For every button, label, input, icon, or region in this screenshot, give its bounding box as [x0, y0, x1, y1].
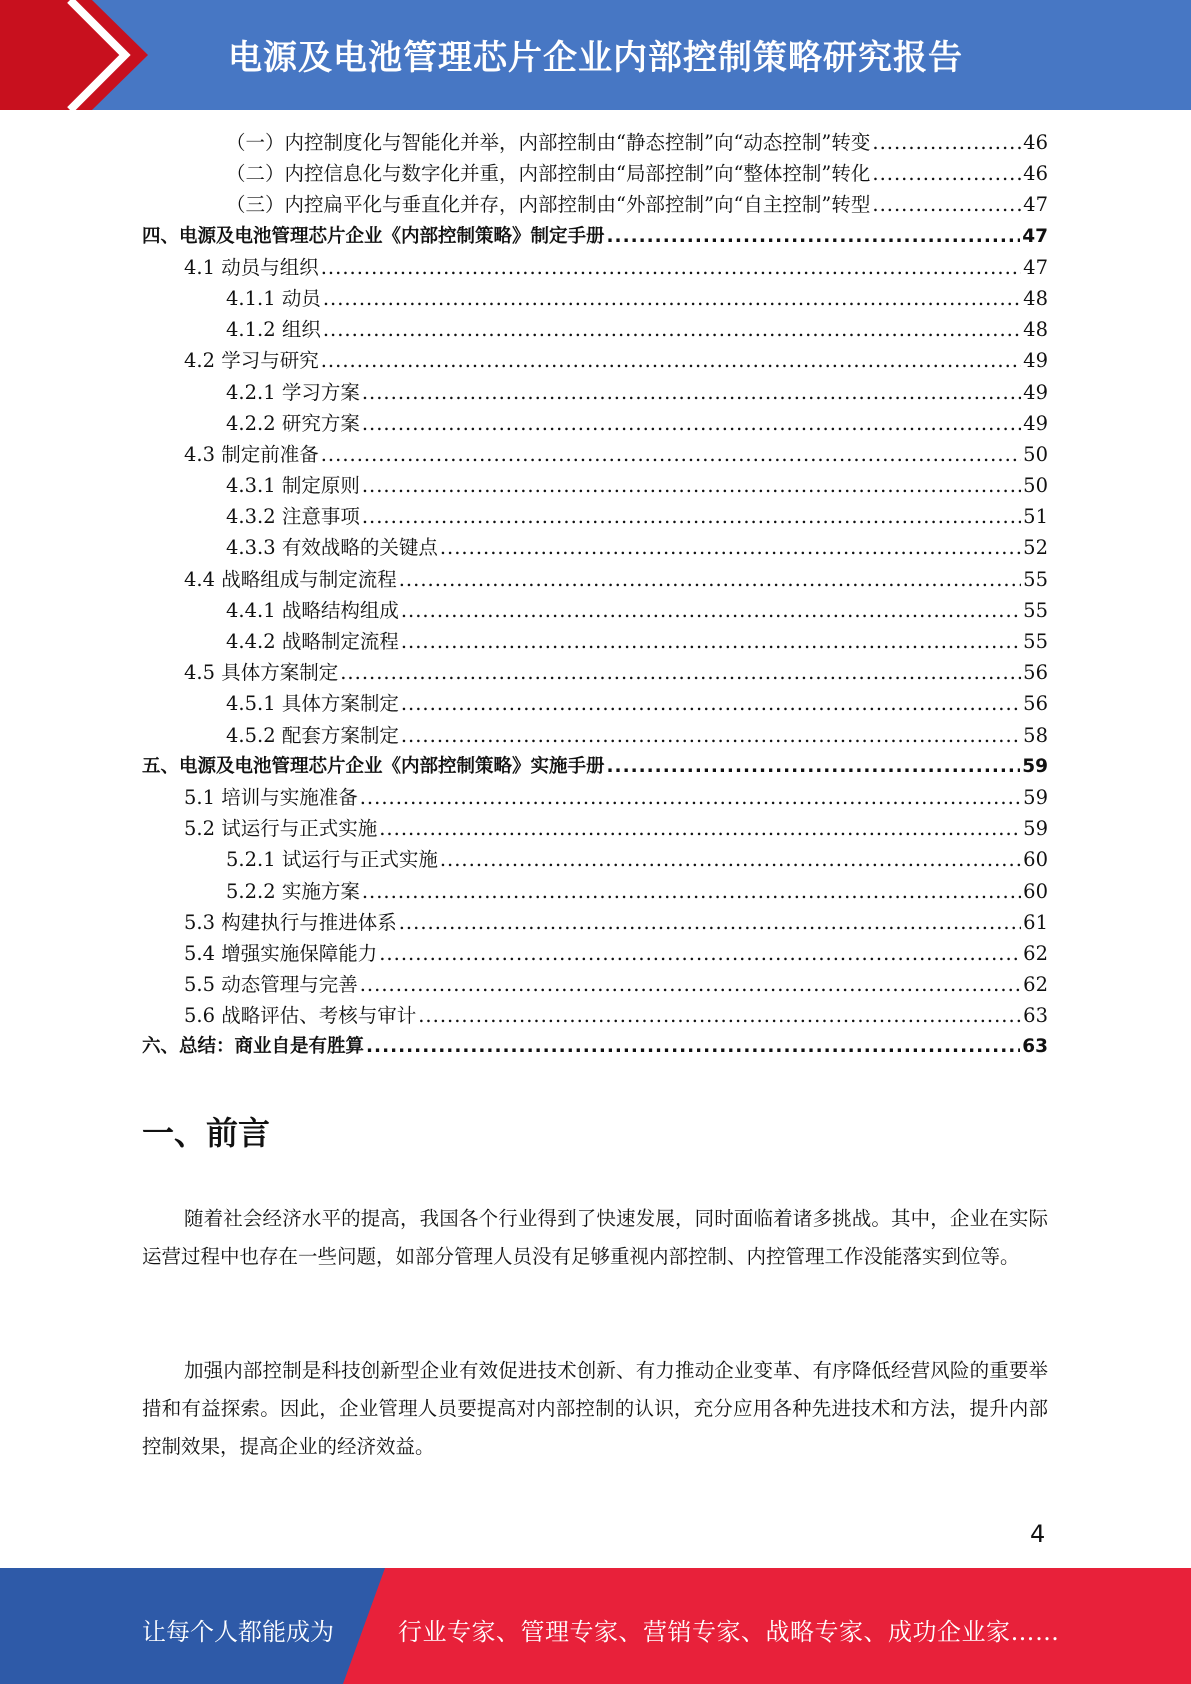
toc-entry-page: 56 [1023, 692, 1048, 716]
toc-entry-label: 4.1 动员与组织 [184, 255, 319, 279]
toc-leader-dots [323, 283, 1021, 314]
toc-entry[interactable] [142, 782, 1048, 813]
toc-entry[interactable] [142, 439, 1048, 470]
toc-leader-dots [340, 657, 1021, 688]
toc-leader-dots [321, 345, 1021, 376]
toc-leader-dots [362, 876, 1021, 907]
toc-entry[interactable] [142, 532, 1048, 563]
toc-leader-dots [362, 377, 1021, 408]
toc-leader-dots [607, 751, 1021, 782]
toc-leader-dots [379, 938, 1021, 969]
toc-entry-page: 59 [1023, 785, 1048, 809]
toc-entry[interactable] [142, 314, 1048, 345]
toc-leader-dots [401, 626, 1021, 657]
toc-entry-page: 49 [1023, 411, 1048, 435]
toc-entry[interactable] [142, 189, 1048, 220]
toc-leader-dots [321, 439, 1021, 470]
toc-leader-dots [872, 189, 1021, 220]
toc-entry-page: 55 [1023, 630, 1048, 653]
toc-leader-dots [362, 501, 1021, 532]
toc-entry-page: 46 [1023, 162, 1048, 186]
toc-entry-label: 4.2.2 研究方案 [226, 411, 360, 435]
toc-leader-dots [362, 408, 1021, 439]
toc-entry-page: 50 [1023, 474, 1048, 498]
toc-entry[interactable] [142, 626, 1048, 657]
toc-entry[interactable] [142, 907, 1048, 938]
toc-entry-label: 5.2.2 实施方案 [226, 879, 360, 903]
report-title: 电源及电池管理芯片企业内部控制策略研究报告 [228, 38, 963, 78]
toc-entry[interactable] [142, 1000, 1048, 1031]
toc-entry-page: 47 [1023, 255, 1048, 279]
footer-slogan-left: 让每个人都能成为 [142, 1618, 334, 1646]
toc-leader-dots [399, 564, 1021, 595]
toc-entry[interactable] [142, 595, 1048, 626]
toc-entry-page: 63 [1022, 1036, 1048, 1058]
toc-entry[interactable] [142, 969, 1048, 1000]
toc-entry-page: 48 [1023, 318, 1048, 342]
toc-entry-label: 5.3 构建执行与推进体系 [184, 910, 397, 934]
toc-entry-page: 55 [1023, 598, 1048, 622]
toc-entry-label: 4.1.1 动员 [226, 286, 321, 310]
toc-leader-dots [418, 1000, 1021, 1031]
toc-entry[interactable] [142, 938, 1048, 969]
toc-entry[interactable] [142, 221, 1048, 252]
toc-entry-label: 4.3 制定前准备 [184, 442, 319, 466]
toc-entry-label: 四、电源及电池管理芯片企业《内部控制策略》制定手册 [142, 225, 605, 247]
toc-leader-dots [872, 158, 1021, 189]
toc-entry-label: 5.5 动态管理与完善 [184, 973, 358, 997]
toc-entry-page: 55 [1023, 567, 1048, 591]
toc-entry-label: 5.6 战略评估、考核与审计 [184, 1004, 417, 1028]
toc-entry[interactable] [142, 720, 1048, 751]
toc-entry[interactable] [142, 252, 1048, 283]
toc-entry[interactable] [142, 876, 1048, 907]
toc-entry[interactable] [142, 501, 1048, 532]
toc-leader-dots [360, 969, 1021, 1000]
toc-entry-label: 4.5 具体方案制定 [184, 661, 339, 685]
toc-entry-label: 4.2.1 学习方案 [226, 380, 360, 404]
toc-leader-dots [401, 595, 1021, 626]
toc-entry-label: 5.1 培训与实施准备 [184, 785, 358, 809]
toc-entry-page: 50 [1023, 442, 1048, 466]
toc-entry-page: 60 [1023, 879, 1048, 903]
toc-leader-dots [401, 720, 1021, 751]
toc-leader-dots [607, 221, 1021, 252]
toc-leader-dots [379, 813, 1021, 844]
toc-entry-page: 52 [1023, 536, 1048, 560]
page-number: 4 [1030, 1520, 1046, 1548]
toc-entry-label: 4.1.2 组织 [226, 318, 321, 342]
toc-entry-page: 46 [1023, 131, 1048, 154]
toc-leader-dots [872, 127, 1021, 158]
page-header [0, 0, 1191, 110]
toc-entry-label: 5.2.1 试运行与正式实施 [226, 848, 438, 872]
toc-leader-dots [321, 252, 1021, 283]
toc-entry-page: 47 [1022, 225, 1048, 247]
toc-entry-label: （二）内控信息化与数字化并重，内部控制由“局部控制”向“整体控制”转化 [226, 162, 871, 186]
table-of-contents [142, 127, 1048, 1063]
toc-leader-dots [399, 907, 1021, 938]
toc-entry[interactable] [142, 813, 1048, 844]
toc-entry-page: 56 [1023, 661, 1048, 685]
toc-entry-page: 60 [1023, 848, 1048, 872]
toc-entry-label: 4.5.2 配套方案制定 [226, 723, 399, 747]
toc-leader-dots [362, 470, 1021, 501]
toc-entry-page: 58 [1023, 723, 1048, 747]
toc-entry-page: 47 [1023, 193, 1048, 217]
toc-entry-label: （三）内控扁平化与垂直化并存，内部控制由“外部控制”向“自主控制”转型 [226, 193, 871, 217]
toc-entry-page: 62 [1023, 941, 1048, 965]
toc-leader-dots [440, 532, 1021, 563]
toc-entry[interactable] [142, 564, 1048, 595]
toc-entry-page: 59 [1023, 817, 1048, 841]
toc-entry-label: 5.4 增强实施保障能力 [184, 941, 378, 965]
toc-leader-dots [440, 844, 1021, 875]
toc-entry-label: （一）内控制度化与智能化并举，内部控制由“静态控制”向“动态控制”转变 [226, 131, 871, 154]
toc-entry-label: 4.4 战略组成与制定流程 [184, 567, 397, 591]
toc-entry[interactable] [142, 688, 1048, 719]
toc-entry-page: 48 [1023, 286, 1048, 310]
toc-entry-label: 5.2 试运行与正式实施 [184, 817, 378, 841]
toc-entry[interactable] [142, 345, 1048, 376]
toc-entry-label: 4.4.1 战略结构组成 [226, 598, 399, 622]
toc-leader-dots [366, 1031, 1020, 1062]
paragraph: 随着社会经济水平的提高，我国各个行业得到了快速发展，同时面临着诸多挑战。其中，企业在实际运营过程中也存在一些问题，如部分管理人员没有足够重视内部控制、内控管理工作没能落实到位等。 [142, 1207, 1048, 1268]
section-heading: 一、前言 [142, 1114, 271, 1152]
toc-leader-dots [401, 688, 1021, 719]
toc-entry[interactable] [142, 408, 1048, 439]
paragraph: 加强内部控制是科技创新型企业有效促进技术创新、有力推动企业变革、有序降低经营风险的重要举措和有益探索。因此，企业管理人员要提高对内部控制的认识，充分应用各种先进技术和方法，提升内部控制效果，提高企业的经济效益。 [142, 1359, 1048, 1458]
toc-entry-label: 4.5.1 具体方案制定 [226, 692, 399, 716]
toc-entry-page: 62 [1023, 973, 1048, 997]
toc-entry[interactable] [142, 377, 1048, 408]
toc-entry-page: 59 [1022, 755, 1048, 777]
toc-entry-label: 4.2 学习与研究 [184, 349, 319, 373]
toc-entry-label: 4.3.1 制定原则 [226, 474, 360, 498]
toc-entry-label: 五、电源及电池管理芯片企业《内部控制策略》实施手册 [142, 755, 605, 777]
toc-entry[interactable] [142, 657, 1048, 688]
page-footer [0, 1568, 1191, 1684]
toc-entry-page: 61 [1023, 910, 1048, 934]
toc-entry-label: 六、总结：商业自是有胜算 [142, 1036, 365, 1058]
toc-entry[interactable] [142, 283, 1048, 314]
toc-entry-page: 63 [1023, 1004, 1048, 1028]
toc-entry[interactable] [142, 751, 1048, 782]
toc-leader-dots [323, 314, 1021, 345]
toc-entry-label: 4.3.2 注意事项 [226, 505, 360, 529]
toc-entry[interactable] [142, 844, 1048, 875]
toc-entry-page: 51 [1023, 505, 1048, 529]
toc-leader-dots [360, 782, 1021, 813]
toc-entry-label: 4.4.2 战略制定流程 [226, 630, 399, 653]
toc-entry-label: 4.3.3 有效战略的关键点 [226, 536, 438, 560]
toc-entry[interactable] [142, 470, 1048, 501]
toc-entry[interactable] [142, 127, 1048, 158]
toc-entry-page: 49 [1023, 380, 1048, 404]
toc-entry[interactable] [142, 1031, 1048, 1062]
footer-slogan-right: 行业专家、管理专家、营销专家、战略专家、成功企业家…… [398, 1618, 1060, 1646]
toc-entry[interactable] [142, 158, 1048, 189]
header-red-arrow [0, 0, 150, 110]
toc-entry-page: 49 [1023, 349, 1048, 373]
